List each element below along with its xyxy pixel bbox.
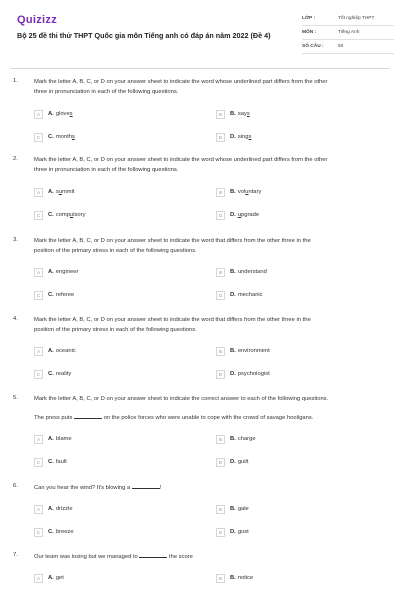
option-b[interactable]: B B. environment [216,345,270,357]
option-letter-box: A [34,435,43,444]
option-letter-box: B [216,110,225,119]
option-letter-box: D [216,291,225,300]
option-a[interactable]: A A. get [34,572,64,584]
answer-blank [74,413,102,419]
option-a[interactable]: A A. engineer [34,266,78,278]
option-a[interactable]: A A. summit [34,186,75,198]
option-a[interactable]: A A. oceanic [34,345,76,357]
option-letter-box: B [216,435,225,444]
document-title: Bộ 25 đề thi thử THPT Quốc gia môn Tiếng anh có đáp án năm 2022 (Đề 4) [17,31,271,40]
option-letter-box: C [34,458,43,467]
option-letter-box: C [34,291,43,300]
option-letter-box: D [216,528,225,537]
meta-value: Tốt nghiệp THPT [338,16,375,21]
option-letter-box: D [216,133,225,142]
meta-row-subject [302,26,394,40]
option-d[interactable]: D D. upgrade [216,209,259,221]
question-text: Mark the letter A, B, C, or D on your answer sheet to indicate the word that differs from the other three in the position of the primary stress in each of the following questions. [34,238,311,254]
option-c[interactable]: C C. breeze [34,526,74,538]
option-b[interactable]: B B. voluntary [216,186,261,198]
question-text: Mark the letter A, B, C, or D on your answer sheet to indicate the word that differs from the other three in the position of the primary stress in each of the following questions. [34,317,311,333]
answer-blank [139,552,167,558]
question-number: 1. [13,78,18,84]
question-text: Our team was losing but we managed to the score [34,554,193,560]
option-c[interactable]: C C. fault [34,456,67,468]
option-b[interactable]: B B. gale [216,503,249,515]
option-letter-box: A [34,268,43,277]
option-c[interactable]: C C. months [34,131,75,143]
header-divider [10,68,390,69]
option-letter-box: D [216,458,225,467]
option-b[interactable]: B B. notice [216,572,253,584]
question-text: Mark the letter A, B, C, or D on your answer sheet to indicate the word whose underlined part differs from the other three in pronunciation in each of the following questions. [34,79,328,95]
option-b[interactable]: B B. understand [216,266,267,278]
option-d[interactable]: D D. guilt [216,456,248,468]
meta-row-class [302,12,394,26]
question-stem: The press puts on the police forces who were unable to cope with the crowd of savage hooligans. [34,415,314,421]
option-letter-box: D [216,370,225,379]
option-letter-box: C [34,370,43,379]
question-number: 7. [13,552,18,558]
meta-key: SỐ CÂU : [302,44,324,49]
question-text: Mark the letter A, B, C, or D on your answer sheet to indicate the correct answer to each of the following questions. [34,396,329,402]
option-c[interactable]: C C. referee [34,289,74,301]
option-a[interactable]: A A. blame [34,433,72,445]
option-letter-box: B [216,347,225,356]
answer-blank [132,483,160,489]
meta-key: MÔN : [302,30,317,35]
option-letter-box: B [216,188,225,197]
meta-value: Tiếng Anh [338,30,360,35]
option-b[interactable]: B B. says [216,108,250,120]
option-b[interactable]: B B. charge [216,433,256,445]
option-letter-box: B [216,268,225,277]
question-text: Mark the letter A, B, C, or D on your answer sheet to indicate the word whose underlined part differs from the other three in pronunciation in each of the following questions. [34,157,328,173]
option-letter-box: D [216,211,225,220]
option-letter-box: A [34,574,43,583]
option-a[interactable]: A A. drizzle [34,503,73,515]
question-number: 3. [13,237,18,243]
option-d[interactable]: D D. gust [216,526,249,538]
option-d[interactable]: D D. mechanic [216,289,263,301]
question-number: 5. [13,395,18,401]
option-letter-box: B [216,505,225,514]
option-letter-box: A [34,347,43,356]
option-c[interactable]: C C. compulsory [34,209,85,221]
option-c[interactable]: C C. reality [34,368,71,380]
option-letter-box: B [216,574,225,583]
option-letter-box: C [34,528,43,537]
meta-panel [302,12,394,54]
quizizz-logo: Quizizz [17,14,57,26]
meta-row-count [302,40,394,54]
option-letter-box: A [34,505,43,514]
question-number: 2. [13,156,18,162]
question-number: 6. [13,483,18,489]
option-letter-box: A [34,110,43,119]
meta-key: LỚP : [302,16,316,21]
option-d[interactable]: D D. sings [216,131,251,143]
option-letter-box: C [34,133,43,142]
meta-value: 50 [338,44,344,49]
option-a[interactable]: A A. gloves [34,108,73,120]
question-text: Can you hear the wind? It's blowing a ! [34,485,162,491]
option-letter-box: A [34,188,43,197]
option-d[interactable]: D D. psychologist [216,368,270,380]
option-letter-box: C [34,211,43,220]
question-number: 4. [13,316,18,322]
